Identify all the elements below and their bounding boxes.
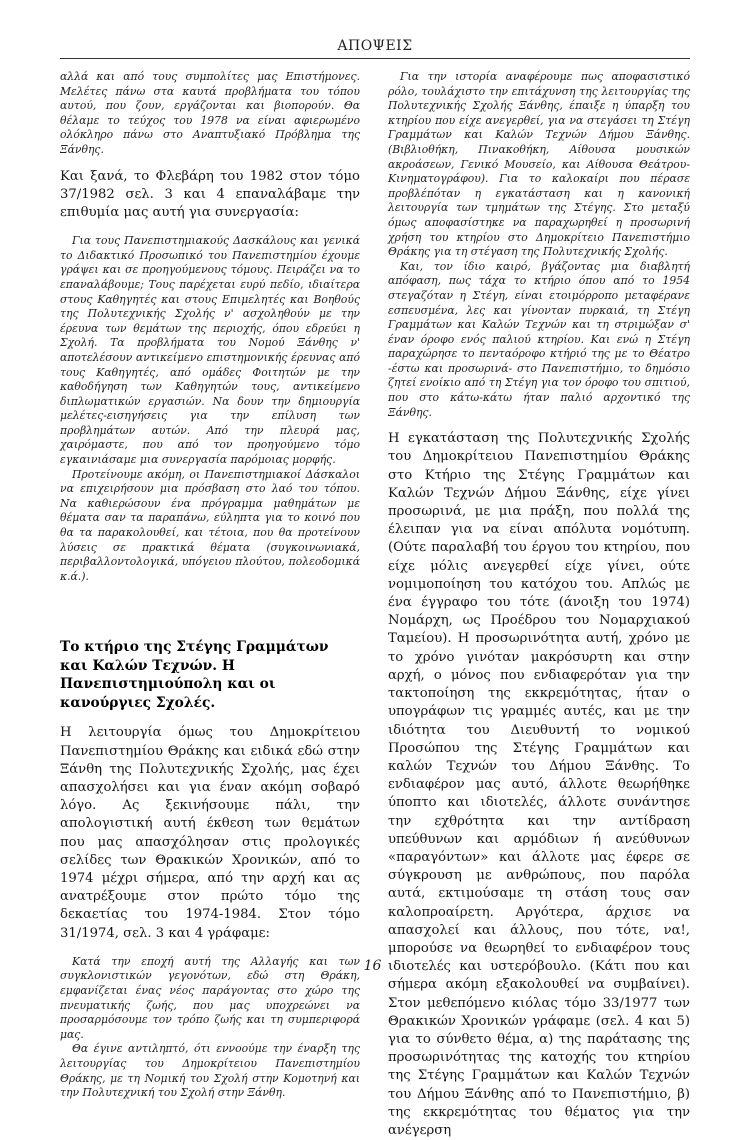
running-header: ΑΠΟΨΕΙΣ xyxy=(337,38,413,54)
quote-block xyxy=(60,955,360,1101)
body-paragraph: Η εγκατάσταση της Πολυτεχνικής Σχολής του Δημοκρίτειου Πανεπιστημίου Θράκης στο Κτήριο της Στέγης Γραμμάτων και Καλών Τεχνών Δήμου Ξάνθης, είχε γίνει προσωρινά, με μια πράξη, που πολλά της έλειπαν για να είναι απόλυτα νομότυπη. (Ούτε παραλαβή του έργου του κτηρίου, που είχε μόλις ανεγερθεί είχε γίνει, ούτε νομιμοποίηση του κατόχου του. Απλώς με ένα έγγραφο του τότε (άνοιξη του 1974) Νομάρχη, ως Προέδρου του Νομαρχιακού Ταμείου). Η προσωρινότητα αυτή, χρόνο με το χρόνο γινόταν μακρόσυρτη και στην αρχή, ο μόνος που ενδιαφερόταν για την τακτοποίηση της εκκρεμότητας, ήταν ο υπογράφων τις γραμμές αυτές, και με την ιδιότητα του Διευθυντή το νομικού Προσώπου της Στέγης Γραμμάτων και καλών Τεχνών του Δήμου Ξάνθης. Το ενδιαφέρον μας αυτό, άλλοτε θεωρήθηκε ύποπτο και ιδιοτελές, άλλοτε συνάντησε την εχθρότητα και την αντίδραση υπεύθυνων και αρμόδιων ή ανεύθυνων «παραγόντων» και άλλοτε μας έφερε σε σύγκρουση με ανθρώπους, που παρόλα αυτά, εκτιμούσαμε τη στάση τους σαν καλοπροαίρετη. Αργότερα, άρχισε να απασχολεί και άλλους, που τότε, να!, μπορούσε να θεωρηθεί το ενδιαφέρον τους ιδιοτελές και υστερόβουλο. (Κάτι που και σήμερα ακόμη εξακολουθεί να συμβαίνει). Στον μεθεπόμενο κιόλας τόμο 33/1977 των Θρακικών Χρονικών γράφαμε (σελ. 4 και 5) για το σύνθετο θέμα, α) της παράτασης της προσωρινότητας της κατοχής του κτηρίου της Στέγης Γραμμάτων και Καλών Τεχνών του Δήμου Ξάνθης από το Πανεπιστήμιο, β) της εκκρεμότητας του θέματος για την ανέγερση xyxy=(388,431,690,1138)
quote-paragraph: Προτείνουμε ακόμη, οι Πανεπιστημιακοί Δάσκαλοι να επιχειρήσουν μια πρόσβαση στο λαό του τόπου. Να καθιερώσουν ένα πρόγραμμα μαθημάτων με θέματα σαν τα παραπάνω, εύληπτα για το κοινό που θα τα παρακολουθεί, και τέτοια, που θα προτείνουν λύσεις σε πρακτικά θέματα (συγκοινωνιακά, περιβαλλοντολογικά, υπόγειου πλούτου, πολεοδομικά κ.ά.). xyxy=(60,467,360,583)
quote-block xyxy=(60,234,360,584)
body-paragraph: Και ξανά, το Φλεβάρη του 1982 στον τόμο 37/1982 σελ. 3 και 4 επαναλάβαμε την επιθυμία μας αυτή για συνεργασία: xyxy=(60,168,360,220)
quote-paragraph: Για τους Πανεπιστημιακούς Δασκάλους και γενικά το Διδακτικό Προσωπικό του Πανεπιστημίου έχουμε γράψει και σε προηγούμενους τόμους. Πειράζει να το επαναλάβουμε; Τους παρέχεται ευρύ πεδίο, ιδιαίτερα στους Καθηγητές και στους Επιμελητές και Βοηθούς της Πολυτεχνικής Σχολής ν' ασχοληθούν με την έρευνα των θεμάτων της περιοχής, όπου εδρεύει η Σχολή. Τα προβλήματα του Νομού Ξάνθης ν' αποτελέσουν αντικείμενο επιστημονικής έρευνας από τους Καθηγητές, από ομάδες Φοιτητών με την καθοδήγηση των Καθηγητών τους, αντικείμενο διπλωματικών εργασιών. Να δουν την δημιουργία μελέτες-εισηγήσεις για την επίλυση των προβλημάτων αυτών. Από την πλευρά μας, χαιρόμαστε, που από τον προηγούμενο τόμο εγκαινιάσαμε μια συνεργασία παρόμοιας μορφής. xyxy=(60,234,360,467)
quote-paragraph: Θα έγινε αντιληπτό, ότι εννοούμε την έναρξη της λειτουργίας του Δημοκρίτειου Πανεπιστημίου Θράκης, με τη Νομική του Σχολή στην Κομοτηνή και την Πολυτεχνική του Σχολή στην Ξάνθη. xyxy=(60,1042,360,1100)
quote-paragraph: Και, τον ίδιο καιρό, βγάζοντας μια διαβλητή απόφαση, πως τάχα το κτήριο όπου από το 1954 στεγαζόταν η Στέγη, είναι ετοιμόρροπο μεταφέρανε εσπευσμένα, λες και γίνονταν πυρκαιά, τη Στέγη Γραμμάτων και Καλών Τεχνών και τη στριμώξαν σ' έναν όροφο ενός παλιού κτηρίου. Και ενώ η Στέγη παραχώρησε το πενταόροφο κτήριό της με το Θέατρο -έστω και προσωρινά- στο Πανεπιστήμιο, το δημόσιο ζητεί ενοίκιο από τη Στέγη για τον όροφο του σπιτιού, που στο κάτω-κάτω ήταν παλιό αρχοντικό της Ξάνθης. xyxy=(388,259,690,419)
quote-block: αλλά και από τους συμπολίτες μας Επιστήμονες. Μελέτες πάνω στα καυτά προβλήματα του τόπου αυτού, που ζουν, εργάζονται και βιοπορούν. Θα θέλαμε το τεύχος του 1978 να είναι αφιερωμένο ολόκληρο πάνω στο Αναπτυξιακό Πρόβλημα της Ξάνθης. xyxy=(60,70,360,156)
quote-paragraph: Κατά την εποχή αυτή της Αλλαγής και των συγκλονιστικών γεγονότων, εδώ στη Θράκη, εμφανίζεται ένας νέος παράγοντας στο χώρο της πνευματικής ζωής, που μας υποχρεώνει να προσαρμόσουμε τον τρόπο ζωής και τη συμπεριφορά μας. xyxy=(60,954,360,1041)
quote-paragraph: Για την ιστορία αναφέρουμε πως αποφασιστικό ρόλο, τουλάχιστο την επιτάχυνση της λειτουργίας της Πολυτεχνικής Σχολής Ξάνθης, έπαιξε η ύπαρξη του κτηρίου που είχε ανεγερθεί, για να στεγάσει τη Στέγη Γραμμάτων και Καλών Τεχνών Δήμου Ξάνθης. (Βιβλιοθήκη, Πινακοθήκη, Αίθουσα μουσικών ακροάσεων, Γενικό Μουσείο, και Αίθουσα Θεάτρου-Κινηματογράφου). Για το καλοκαίρι που πέρασε προβλέπόταν η εγκατάσταση και η κανονική λειτουργία των τμημάτων της Στέγης. Στο μεταξύ όμως αποφασίστηκε να παραχωρηθεί η προσωρινή χρήση του κτηρίου στο Δημοκρίτειο Πανεπιστήμιο Θράκης για τη στέγαση της Πολυτεχνικής Σχολής. xyxy=(388,70,690,259)
right-column xyxy=(388,70,690,1140)
left-column xyxy=(60,70,360,1101)
quote-block xyxy=(388,70,690,420)
section-heading: Το κτήριο της Στέγης Γραμμάτων και Καλών Τεχνών. Η Πανεπιστημιούπολη και οι κανούργιες Σχολές. xyxy=(60,639,329,711)
header-rule xyxy=(60,58,690,59)
body-paragraph: Η λειτουργία όμως του Δημοκρίτειου Πανεπιστημίου Θράκης και ειδικά εδώ στην Ξάνθη της Πολυτεχνικής Σχολής, μας έχει απασχολήσει και για έναν ακόμη σοβαρό λόγο. Ας ξεκινήσουμε πάλι, την απολογιστική αυτή έκθεση των θεμάτων που μας απασχόλησαν στις προλογικές σελίδες των Θρακικών Χρονικών, από το 1974 μέχρι σήμερα, από την αρχή και ας ανατρέξουμε στον πρώτο τόμο της δεκαετίας του 1974-1984. Στον τόμο 31/1974, σελ. 3 και 4 γράφαμε: xyxy=(60,725,360,941)
page-number: 16 xyxy=(363,958,382,974)
